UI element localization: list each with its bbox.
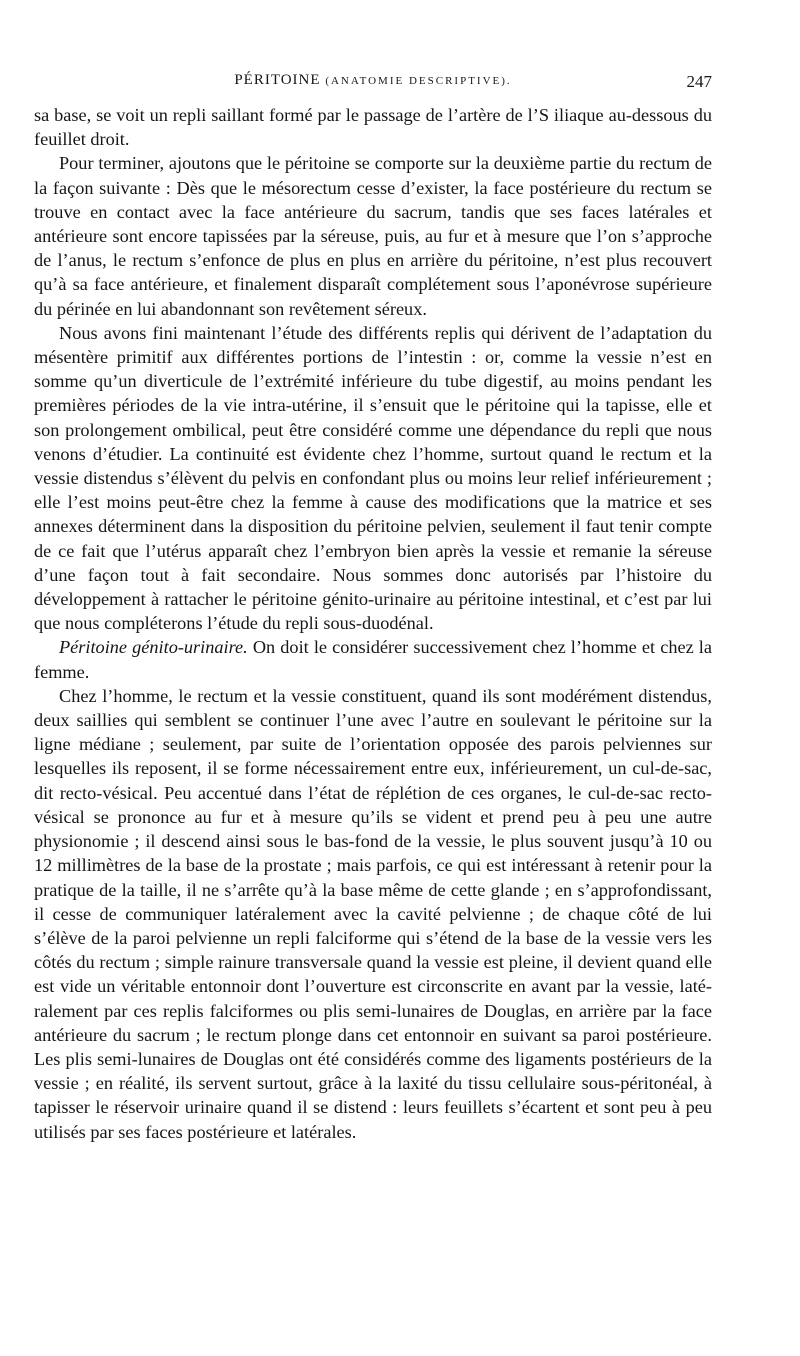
running-header xyxy=(34,72,712,96)
section-title: Péritoine génito-urinaire. xyxy=(59,637,248,658)
paragraph-genito-urinary-intro: Nous avons fini maintenant l’étude des différents replis qui dérivent de l’adaptation du mésentère primitif aux différentes portions de l’intestin : or, comme la vessie n’est en somme qu’un diverticule de l’extrémité inférieure du tube digestif, au moins pendant les premières périodes de la vie intra-utérine, il s’ensuit que le péritoine qui la tapisse, elle et son prolongement ombilical, peut être considéré comme une dépendance du repli que nous venons d’étudier. La continuité est évidente chez l’homme, surtout quand le rectum et la vessie distendus s’élèvent du pelvis en confondant plus ou moins leur relief inférieurement ; elle l’est moins peut-être chez la femme à cause des modifications que la matrice et ses annexes déterminent dans la disposition du péritoine pelvien, seulement il faut tenir compte de ce fait que l’utérus apparaît chez l’embryon bien après la vessie et remanie la séreuse d’une façon tout à fait secondaire. Nous sommes donc autorisés par l’histoire du développement à rattacher le péritoine génito-urinaire au péritoine intestinal, et c’est par lui que nous compléterons l’étude du repli sous-duodénal. xyxy=(34,322,712,634)
paragraph-section-heading xyxy=(34,635,712,683)
running-title xyxy=(34,72,712,89)
paragraph-male: Chez l’homme, le rectum et la vessie constituent, quand ils sont modérément distendus, deux saillies qui semblent se continuer l’une avec l’autre en soulevant le péritoine sur la ligne médiane ; seulement, par suite de l’orientation opposée des parois pelviennes sur lesquelles ils reposent, il se forme nécessairement entre eux, inférieurement, un cul-de-sac, dit recto-vésical. Peu accentué dans l’état de réplétion de ces organes, le cul-de-sac recto-vésical se prononce au fur et à mesure qu’ils se vident et prend peu à peu une autre physionomie ; il descend ainsi sous le bas-fond de la vessie, le plus souvent jusqu’à 10 ou 12 millimètres de la base de la prostate ; mais parfois, ce qui est intéressant à retenir pour la pratique de la taille, il ne s’arrête qu’à la base même de cette glande ; en s’approfondissant, il cesse de communiquer latéralement avec la cavité pelvienne ; de chaque côté de lui s’élève de la paroi pelvienne un repli falciforme qui s’étend de la base de la vessie vers les côtés du rectum ; simple rainure transversale quand la vessie est pleine, il devient quand elle est vide un véritable entonnoir dont l’ouverture est circonscrite en avant par la vessie, latéralement par ces replis falciformes ou plis semi-lunaires de Douglas, en arrière par la face antérieure du sacrum ; le rectum plonge dans cet entonnoir en suivant sa paroi postérieure. Les plis semi-lunaires de Douglas ont été considérés comme des ligaments postérieurs de la vessie ; en réalité, ils servent surtout, grâce à la laxité du tissu cellulaire sous-péritonéal, à tapisser le réservoir urinaire quand il se distend : leurs feuillets s’écartent et sont peu à peu utilisés par ses faces postérieure et latérales. xyxy=(34,685,712,1142)
paragraph-continued: sa base, se voit un repli saillant formé par le passage de l’artère de l’S iliaque au-dessous du feuillet droit. xyxy=(34,105,712,150)
section-lead-text: On doit le considérer successivement chez l’homme et chez la femme. xyxy=(34,637,712,682)
paragraph-rectum: Pour terminer, ajoutons que le péritoine se comporte sur la deuxième partie du rectum de la façon suivante : Dès que le mésorectum cesse d’exister, la face postérieure du rectum se trouve en contact avec la face antérieure du sacrum, tandis que ses faces latérales et antérieure sont encore tapissées par la séreuse, puis, au fur et à mesure que l’on s’approche de l’anus, le rectum s’enfonce de plus en plus en arrière du péritoine, n’est plus recouvert qu’à sa face antérieure, et finalement disparaît complétement sous l’aponévrose supérieure du périnée en lui abandonnant son revêtement séreux. xyxy=(34,153,712,319)
page-number: 247 xyxy=(686,72,712,91)
body-text xyxy=(34,103,712,1144)
header-title: PÉRITOINE xyxy=(234,72,321,88)
header-subtitle: (ANATOMIE DESCRIPTIVE). xyxy=(325,75,512,87)
